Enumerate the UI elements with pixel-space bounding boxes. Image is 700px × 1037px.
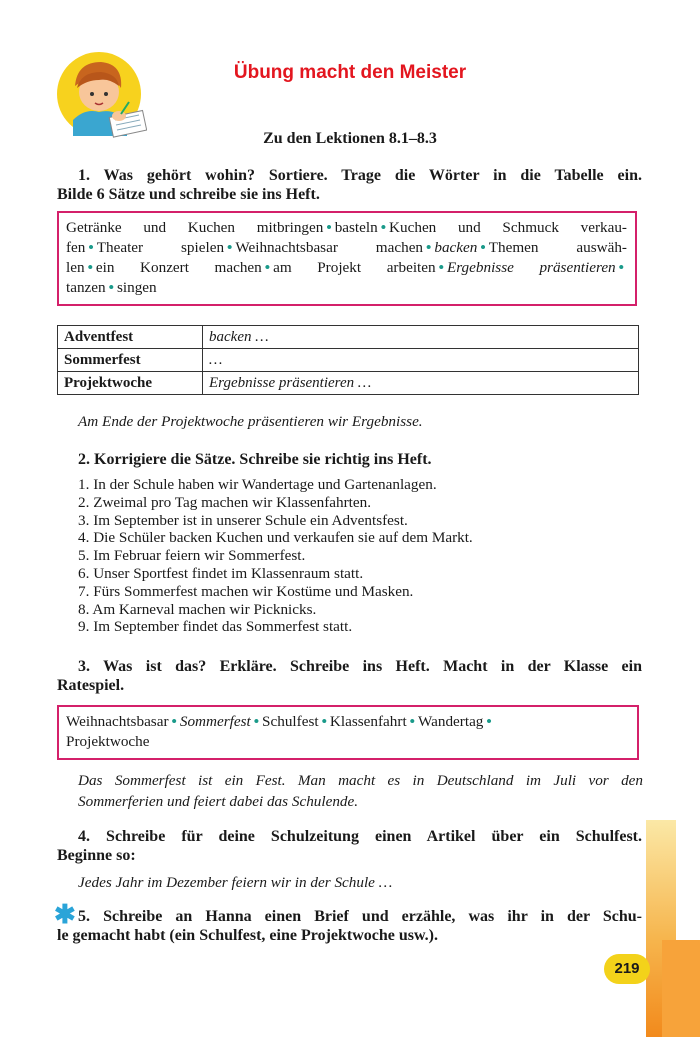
table-head-cell: Sommerfest [58,349,203,372]
table-value-cell: Ergebnisse präsentieren … [203,372,639,395]
list-item: 3. Im September ist in unserer Schule ein Adventsfest. [78,511,408,529]
list-item: 1. In der Schule haben wir Wandertage und Gartenanlagen. [78,476,437,493]
list-item: 8. Am Karneval machen wir Picknicks. [78,600,317,618]
task1-word-box: Getränke und Kuchen mitbringen • basteln • Kuchen und Schmuck verkau- fen • Theater spielen • Weihnachtsbasar machen • backen • Themen auswäh- len • ein Konzert machen • am Projekt arbeiten • Ergebnisse präsentieren • tanzen • singen [57,211,637,306]
task1-table [57,325,639,395]
page-number-badge: 219 [604,954,650,984]
task3-example: Das Sommerfest ist ein Fest. Man macht es in Deutschland im Juli vor den Sommerferien und feiert dabei das Schulende. [78,772,643,810]
task1-instruction: 1. Was gehört wohin? Sortiere. Trage die Wörter in die Tabelle ein. Bilde 6 Sätze und schreibe sie ins Heft. [57,167,642,203]
task4-example: Jedes Jahr im Dezember feiern wir in der Schule … [78,874,393,891]
task2-instruction: 2. Korrigiere die Sätze. Schreibe sie richtig ins Heft. [78,451,432,468]
asterisk-star-icon: ✱ [54,900,76,929]
task4-instruction: 4. Schreibe für deine Schulzeitung einen Artikel über ein Schulfest. Beginne so: [57,828,642,864]
page-title: Übung macht den Meister [233,62,467,83]
list-item: 2. Zweimal pro Tag machen wir Klassenfahrten. [78,493,372,511]
table-row [58,372,639,395]
task2-list [78,476,473,636]
list-item: 4. Die Schüler backen Kuchen und verkaufen sie auf dem Markt. [78,529,473,547]
list-item: 9. Im September findet das Sommerfest statt. [78,618,353,636]
task1-example: Am Ende der Projektwoche präsentieren wir Ergebnisse. [78,413,423,430]
task3-word-box: Weihnachtsbasar • Sommerfest • Schulfest • Klassenfahrt • Wandertag • Projektwoche [57,705,639,760]
section-subtitle: Zu den Lektionen 8.1–8.3 [263,130,437,147]
list-item: 5. Im Februar feiern wir Sommerfest. [78,547,306,565]
table-head-cell: Adventfest [58,326,203,349]
page-edge-tab [662,940,700,1037]
task3-instruction: 3. Was ist das? Erkläre. Schreibe ins Heft. Macht in der Klasse ein Ratespiel. [57,658,642,694]
table-head-cell: Projektwoche [58,372,203,395]
task5-instruction: 5. Schreibe an Hanna einen Brief und erzähle, was ihr in der Schu- le gemacht habt (ein Schulfest, eine Projektwoche usw.). [57,908,642,944]
list-item: 7. Fürs Sommerfest machen wir Kostüme und Masken. [78,582,414,600]
table-row [58,326,639,349]
list-item: 6. Unser Sportfest findet im Klassenraum statt. [78,564,364,582]
table-value-cell: backen … [203,326,639,349]
table-row [58,349,639,372]
table-value-cell: … [203,349,639,372]
